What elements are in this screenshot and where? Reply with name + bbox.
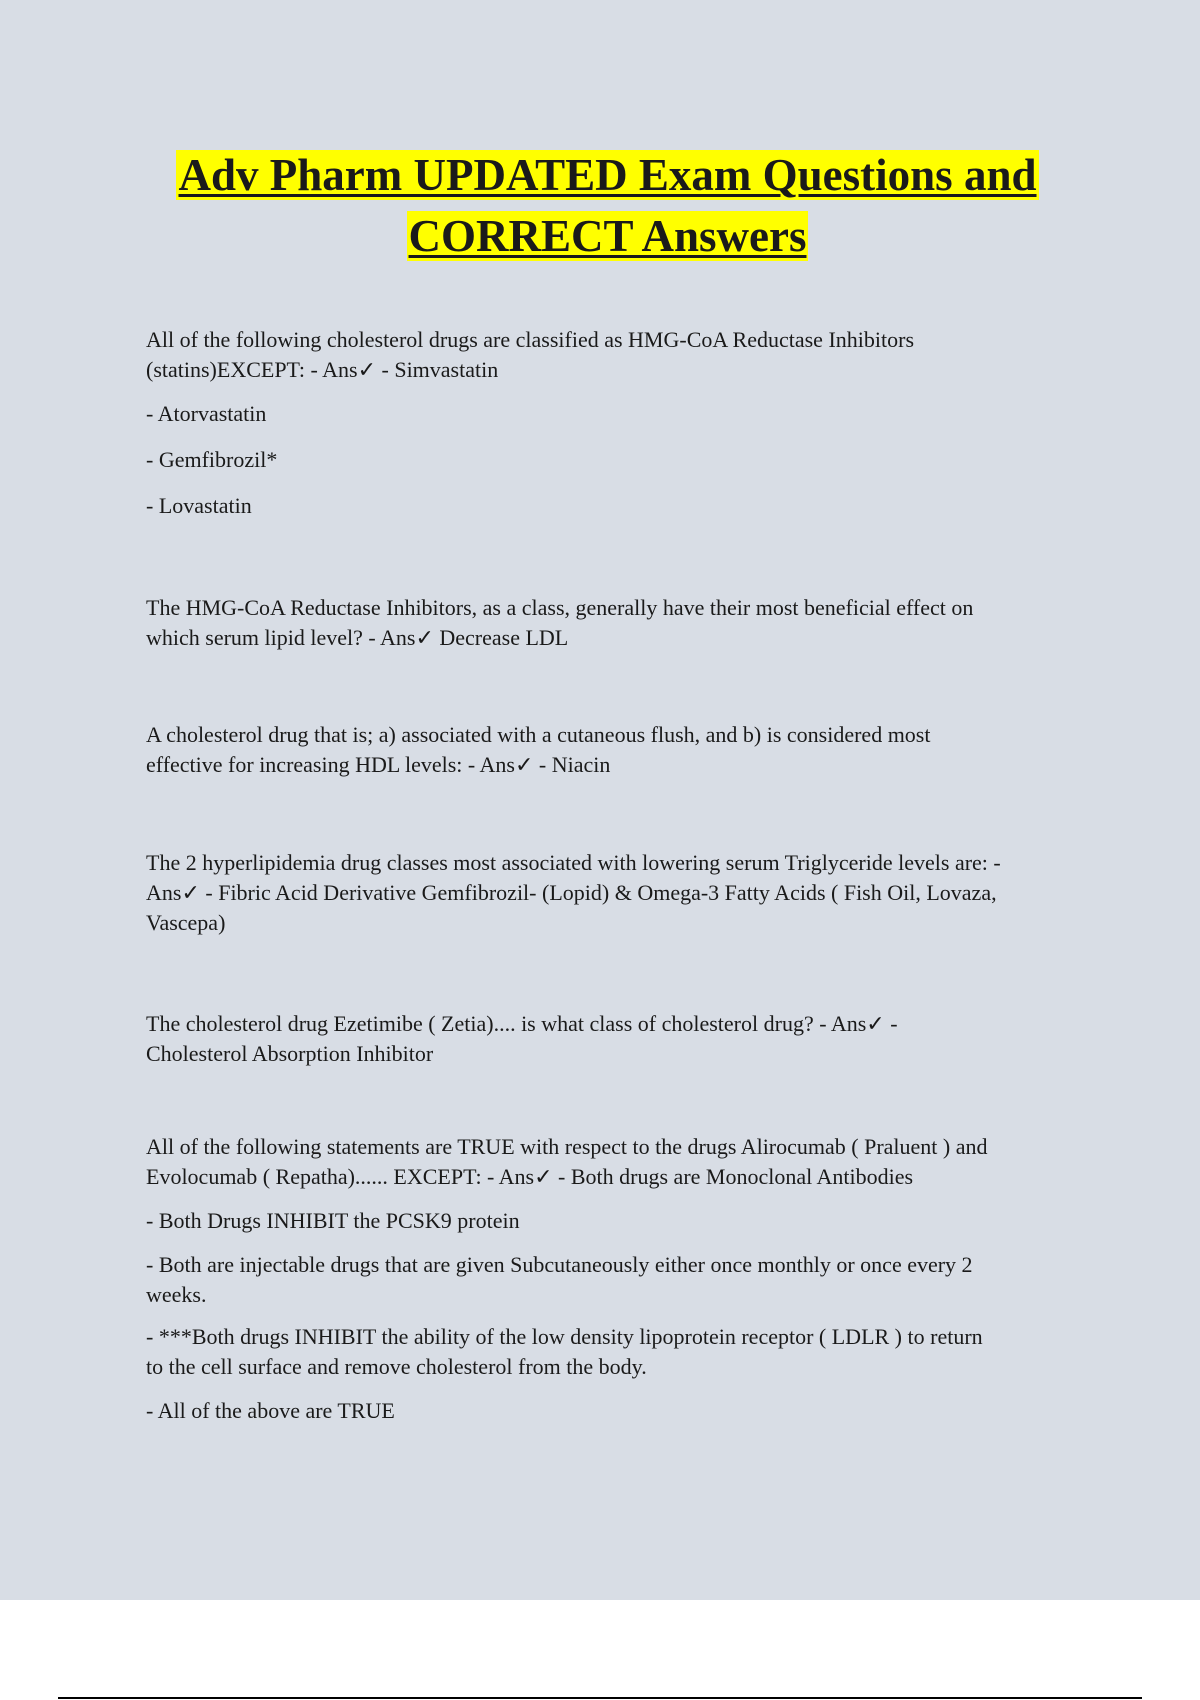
question-3-stem: A cholesterol drug that is; a) associated with a cutaneous flush, and b) is considered most effective for increasing HDL levels: - Ans✓ - Niacin	[146, 722, 931, 777]
question-3	[146, 720, 1096, 792]
question-5	[146, 1009, 1096, 1081]
title-line-1: Adv Pharm UPDATED Exam Questions and	[178, 150, 1037, 200]
question-1-option: - Atorvastatin	[146, 401, 267, 426]
question-6-option: - All of the above are TRUE	[146, 1398, 395, 1423]
question-4	[146, 848, 1096, 950]
document-title	[130, 145, 1085, 267]
question-4-stem: The 2 hyperlipidemia drug classes most associated with lowering serum Triglyceride levels are: - Ans✓ - Fibric Acid Derivative Gemfibrozil- (Lopid) & Omega-3 Fatty Acids ( Fish Oil, Lovaza, Vascepa)	[146, 850, 1001, 935]
footer-divider	[58, 1697, 1142, 1699]
title-line-2: CORRECT Answers	[408, 211, 807, 261]
question-1-option: - Lovastatin	[146, 493, 252, 518]
question-6-option: - Both are injectable drugs that are given Subcutaneously either once monthly or once every 2 weeks.	[146, 1252, 973, 1307]
question-5-stem: The cholesterol drug Ezetimibe ( Zetia).... is what class of cholesterol drug? - Ans✓ - Cholesterol Absorption Inhibitor	[146, 1011, 898, 1066]
question-6-option: - ***Both drugs INHIBIT the ability of the low density lipoprotein receptor ( LDLR ) to return to the cell surface and remove cholesterol from the body.	[146, 1324, 983, 1379]
question-1-stem: All of the following cholesterol drugs are classified as HMG-CoA Reductase Inhibitors (statins)EXCEPT: - Ans✓ - Simvastatin	[146, 327, 915, 382]
question-1-option: - Gemfibrozil*	[146, 447, 278, 472]
question-2-stem: The HMG-CoA Reductase Inhibitors, as a class, generally have their most beneficial effect on which serum lipid level? - Ans✓ Decrease LDL	[146, 595, 974, 650]
question-6-option: - Both Drugs INHIBIT the PCSK9 protein	[146, 1208, 520, 1233]
question-6	[146, 1132, 1096, 1440]
question-1	[146, 325, 1096, 535]
question-6-stem: All of the following statements are TRUE with respect to the drugs Alirocumab ( Praluent ) and Evolocumab ( Repatha)...... EXCEPT: - Ans✓ - Both drugs are Monoclonal Antibodies	[146, 1134, 988, 1189]
question-2	[146, 593, 1096, 665]
